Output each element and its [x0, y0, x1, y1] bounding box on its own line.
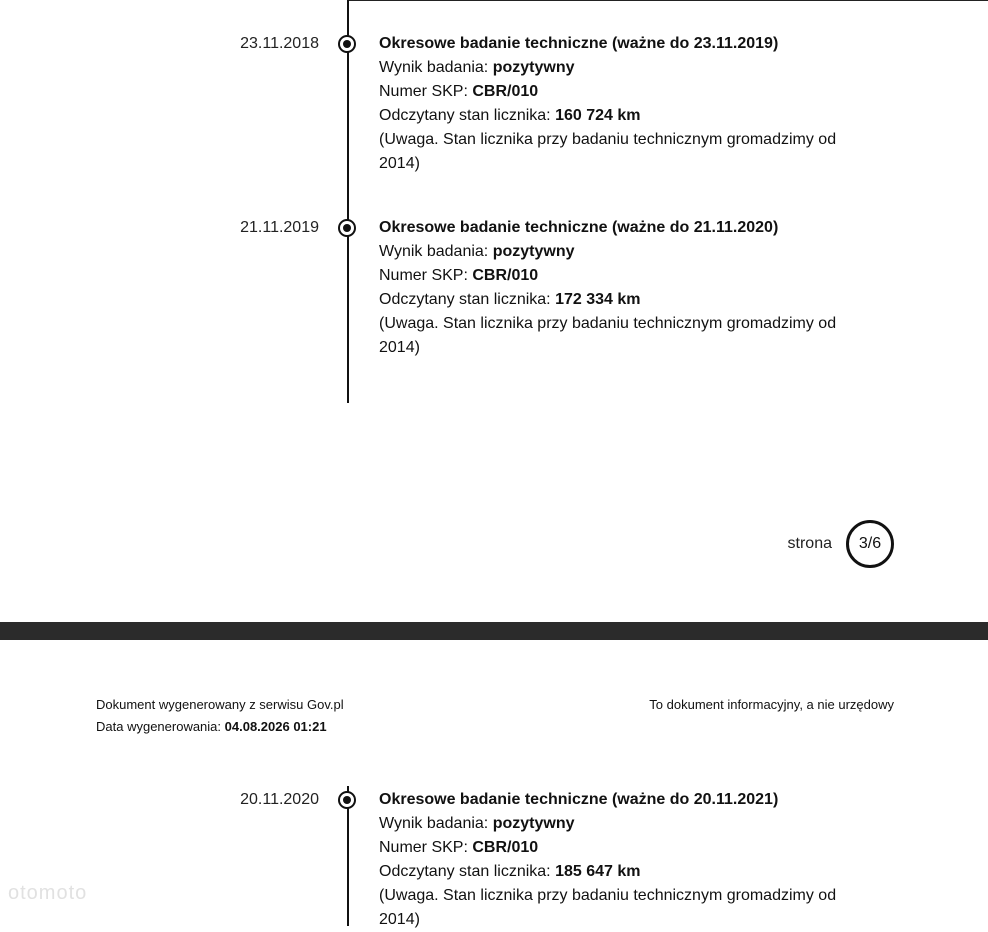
odometer-value: 185 647 km: [555, 863, 641, 880]
skp-line: [379, 836, 859, 860]
skp-value: CBR/010: [472, 267, 539, 284]
source-line: Dokument wygenerowany z serwisu Gov.pl: [96, 697, 344, 712]
page-indicator: [788, 520, 894, 568]
skp-value: CBR/010: [472, 83, 539, 100]
entry-body: [379, 32, 859, 176]
top-rule: [347, 0, 988, 1]
odometer-note: (Uwaga. Stan licznika przy badaniu technicznym gromadzimy od 2014): [379, 315, 837, 356]
result-line: [379, 812, 859, 836]
informational-disclaimer: To dokument informacyjny, a nie urzędowy: [649, 697, 894, 712]
result-label: Wynik badania:: [379, 243, 493, 260]
skp-label: Numer SKP:: [379, 839, 473, 856]
entry-date: 20.11.2020: [240, 791, 319, 808]
result-value: pozytywny: [492, 243, 575, 260]
odometer-value: 172 334 km: [555, 291, 641, 308]
entry-date: 21.11.2019: [240, 219, 319, 236]
result-line: [379, 240, 859, 264]
watermark-logo: otomoto: [8, 882, 88, 904]
odometer-label: Odczytany stan licznika:: [379, 291, 556, 308]
entry-body: [379, 216, 859, 360]
result-line: [379, 56, 859, 80]
timeline-dot-icon: [338, 219, 356, 237]
skp-value: CBR/010: [472, 839, 539, 856]
entry-date: 23.11.2018: [240, 35, 319, 52]
odometer-note: (Uwaga. Stan licznika przy badaniu technicznym gromadzimy od 2014): [379, 887, 837, 928]
entry-title: Okresowe badanie techniczne (ważne do 20.11.2021): [379, 791, 779, 808]
odometer-line: [379, 104, 859, 128]
document-page-4: [0, 640, 988, 928]
generated-date-line: [96, 716, 344, 738]
timeline-line: [347, 0, 349, 403]
skp-line: [379, 80, 859, 104]
generated-date-label: Data wygenerowania:: [96, 719, 225, 734]
odometer-line: [379, 288, 859, 312]
result-value: pozytywny: [492, 815, 575, 832]
odometer-line: [379, 860, 859, 884]
timeline-dot-icon: [338, 791, 356, 809]
skp-label: Numer SKP:: [379, 83, 473, 100]
page-indicator-label: strona: [787, 535, 832, 552]
result-value: pozytywny: [492, 59, 575, 76]
entry-title: Okresowe badanie techniczne (ważne do 23.11.2019): [379, 35, 779, 52]
result-label: Wynik badania:: [379, 815, 493, 832]
page-separator: [0, 622, 988, 640]
entry-title: Okresowe badanie techniczne (ważne do 21.11.2020): [379, 219, 779, 236]
odometer-label: Odczytany stan licznika:: [379, 107, 556, 124]
generated-date-value: 04.08.2026 01:21: [224, 719, 327, 734]
skp-label: Numer SKP:: [379, 267, 473, 284]
result-label: Wynik badania:: [379, 59, 493, 76]
skp-line: [379, 264, 859, 288]
odometer-value: 160 724 km: [555, 107, 641, 124]
page-header-left: [96, 694, 344, 738]
timeline-dot-icon: [338, 35, 356, 53]
page-number-badge: 3/6: [846, 520, 894, 568]
entry-body: [379, 788, 859, 932]
odometer-label: Odczytany stan licznika:: [379, 863, 556, 880]
odometer-note: (Uwaga. Stan licznika przy badaniu technicznym gromadzimy od 2014): [379, 131, 837, 172]
